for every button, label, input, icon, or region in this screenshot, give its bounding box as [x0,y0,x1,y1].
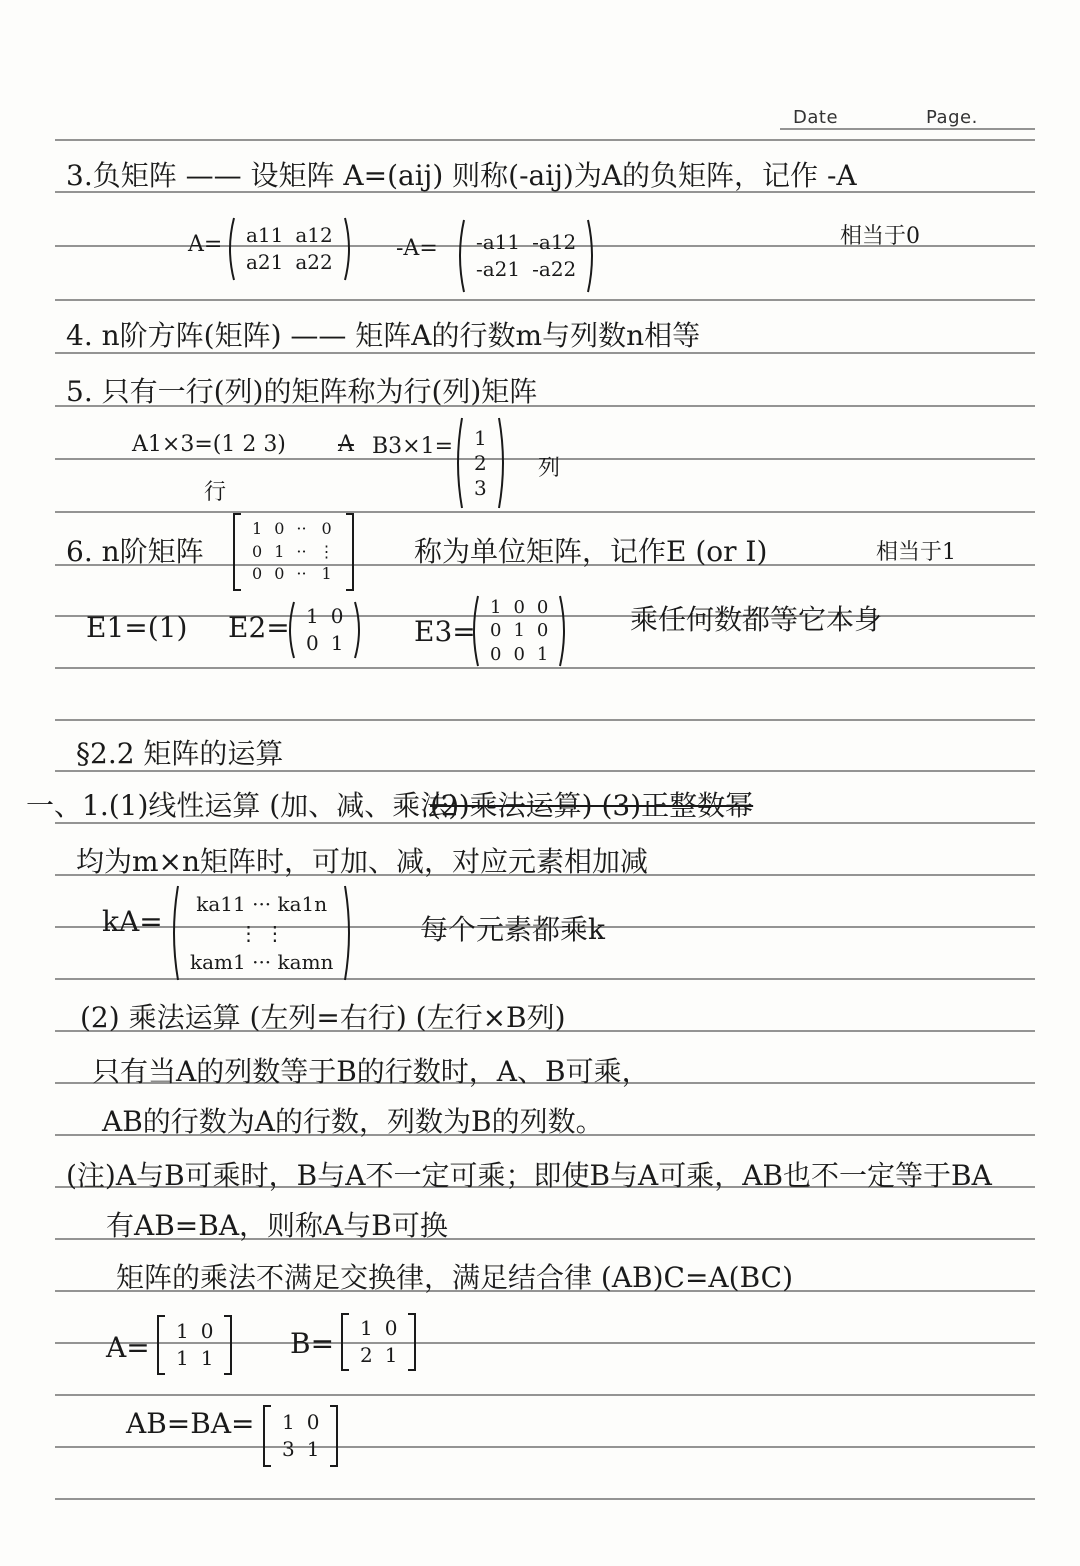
identity-matrix-general [232,512,355,592]
matrix-neg-a [456,218,596,294]
left-paren [454,416,464,510]
matrix-cell: 1 [474,425,487,450]
example-a-label: A= [106,1331,150,1364]
identity-e1: E1=(1) [86,611,188,644]
identity-definition: 称为单位矩阵，记作E (or I) [414,535,768,568]
matrix-cell: -a11 [476,230,521,254]
column-matrix-label: B3×1= [372,434,454,459]
left-paren [286,600,296,660]
matrix-cell: 1 [282,1410,295,1434]
matrix-cell: 3 [474,475,487,500]
column-matrix [454,416,507,510]
left-bracket [156,1314,166,1376]
right-bracket [329,1404,339,1468]
matrix-cell: ·· [296,564,307,584]
note-line-product-size: AB的行数为A的行数，列数为B的列数。 [102,1105,604,1138]
identity-e3-label: E3= [414,615,476,648]
left-bracket [262,1404,272,1468]
matrix-cell: 0 [490,620,502,642]
note-line-negative-matrix: 3.负矩阵 —— 设矩阵 A=(aij) 则称(-aij)为A的负矩阵，记作 -A [66,159,857,192]
matrix-cell: a11 [246,223,284,247]
identity-e3-matrix [470,594,568,668]
note-line-associative: 矩阵的乘法不满足交换律，满足结合律 (AB)C=A(BC) [116,1261,794,1294]
matrix-cell: 0 [252,541,263,561]
right-bracket [223,1314,233,1376]
matrix-row: kam1 ··· kamn [190,949,334,974]
matrix-cell: 1 [306,1437,320,1461]
right-paren [343,216,353,282]
right-paren [497,416,507,510]
left-paren [170,884,180,982]
example-product-label: AB=BA= [126,1407,255,1440]
matrix-cell: 0 [330,604,344,628]
note-line-commute: 有AB=BA，则称A与B可换 [106,1209,448,1242]
matrix-cell: a21 [246,250,284,274]
note-line-caution: (注)A与B可乘时，B与A不一定可乘；即使B与A可乘，AB也不一定等于BA [66,1159,992,1192]
note-equivalent-zero: 相当于0 [840,224,920,249]
matrix-cell: ·· [296,541,307,561]
matrix-cell: 1 [274,541,285,561]
matrix-row: ⋮ ⋮ [238,920,285,945]
matrix-cell: 0 [536,620,549,642]
matrix-cell: 1 [200,1346,214,1370]
note-line-identity-matrix: 6. n阶矩阵 [66,535,204,568]
matrix-neg-a-label: -A= [396,236,438,261]
note-line-row-column-matrix: 5. 只有一行(列)的矩阵称为行(列)矩阵 [66,375,538,408]
note-line-mult-condition: 只有当A的列数等于B的行数时，A、B可乘， [92,1055,650,1088]
left-paren [456,218,466,294]
matrix-cell: -a21 [476,257,521,281]
matrix-cell: 1 [513,620,525,642]
matrix-cell: a22 [295,250,333,274]
matrix-cell: 1 [176,1319,189,1343]
matrix-cell: -a12 [532,230,577,254]
identity-e2-label: E2= [228,611,290,644]
right-bracket [407,1312,417,1372]
matrix-cell: 1 [321,564,332,584]
matrix-cell: 0 [274,519,285,539]
row-label: 行 [204,480,227,505]
matrix-cell: 1 [384,1343,398,1367]
left-paren [470,594,480,668]
matrix-cell: ·· [296,519,307,539]
matrix-cell: 0 [536,596,549,618]
example-matrix-b [340,1312,417,1372]
right-paren [343,884,353,982]
matrix-cell: 1 [360,1316,373,1340]
scalar-matrix [170,884,353,982]
date-label: Date [793,107,839,128]
note-line-linear-ops: 一、1.(1)线性运算 (加、减、乘法) [26,789,460,822]
matrix-cell: 1 [176,1346,189,1370]
matrix-cell: 3 [282,1437,295,1461]
left-bracket [340,1312,350,1372]
matrix-row: ka11 ··· ka1n [196,891,328,916]
note-equivalent-one: 相当于1 [876,540,956,565]
note-line-square-matrix: 4. n阶方阵(矩阵) —— 矩阵A的行数m与列数n相等 [66,319,701,352]
section-heading: §2.2 矩阵的运算 [76,737,284,770]
matrix-a-label: A= [188,232,223,257]
left-paren [226,216,236,282]
matrix-cell: 0 [513,596,525,618]
matrix-cell: 0 [490,643,502,665]
matrix-cell: 1 [490,596,502,618]
row-matrix-example: A1×3=(1 2 3) [132,432,286,457]
matrix-cell: 0 [252,564,263,584]
matrix-cell: 1 [252,519,263,539]
struck-text: (2)乘法运算) (3)正整数幂 [430,789,754,822]
matrix-cell: ⋮ [318,541,335,561]
matrix-cell: 2 [360,1343,373,1367]
matrix-cell: 0 [321,519,332,539]
example-b-label: B= [290,1327,335,1360]
scalar-matrix-label: kA= [102,905,163,938]
matrix-cell: a12 [295,223,333,247]
column-label: 列 [538,456,561,481]
matrix-cell: 0 [513,643,525,665]
matrix-cell: 1 [306,604,319,628]
identity-e2-matrix [286,600,363,660]
matrix-cell: 2 [474,450,487,475]
right-paren [586,218,596,294]
matrix-a [226,216,353,282]
example-matrix-a [156,1314,233,1376]
matrix-cell: 1 [536,643,549,665]
matrix-cell: 0 [274,564,285,584]
right-paren [558,594,568,668]
matrix-cell: 0 [306,1410,320,1434]
matrix-cell: 0 [384,1316,398,1340]
page-label: Page. [926,107,978,128]
matrix-cell: 1 [330,631,344,655]
left-bracket [232,512,242,592]
matrix-cell: 0 [200,1319,214,1343]
note-line-multiplication: (2) 乘法运算 (左列=右行) (左行×B列) [80,1001,566,1034]
matrix-cell: -a22 [532,257,577,281]
matrix-cell: 0 [306,631,319,655]
struck-letter: A [338,432,354,457]
note-line-add-subtract: 均为m×n矩阵时，可加、减，对应元素相加减 [76,845,649,878]
note-identity-property: 乘任何数都等它本身 [630,603,883,636]
example-product-matrix [262,1404,339,1468]
right-paren [353,600,363,660]
note-scalar-multiply: 每个元素都乘k [420,913,605,946]
right-bracket [345,512,355,592]
